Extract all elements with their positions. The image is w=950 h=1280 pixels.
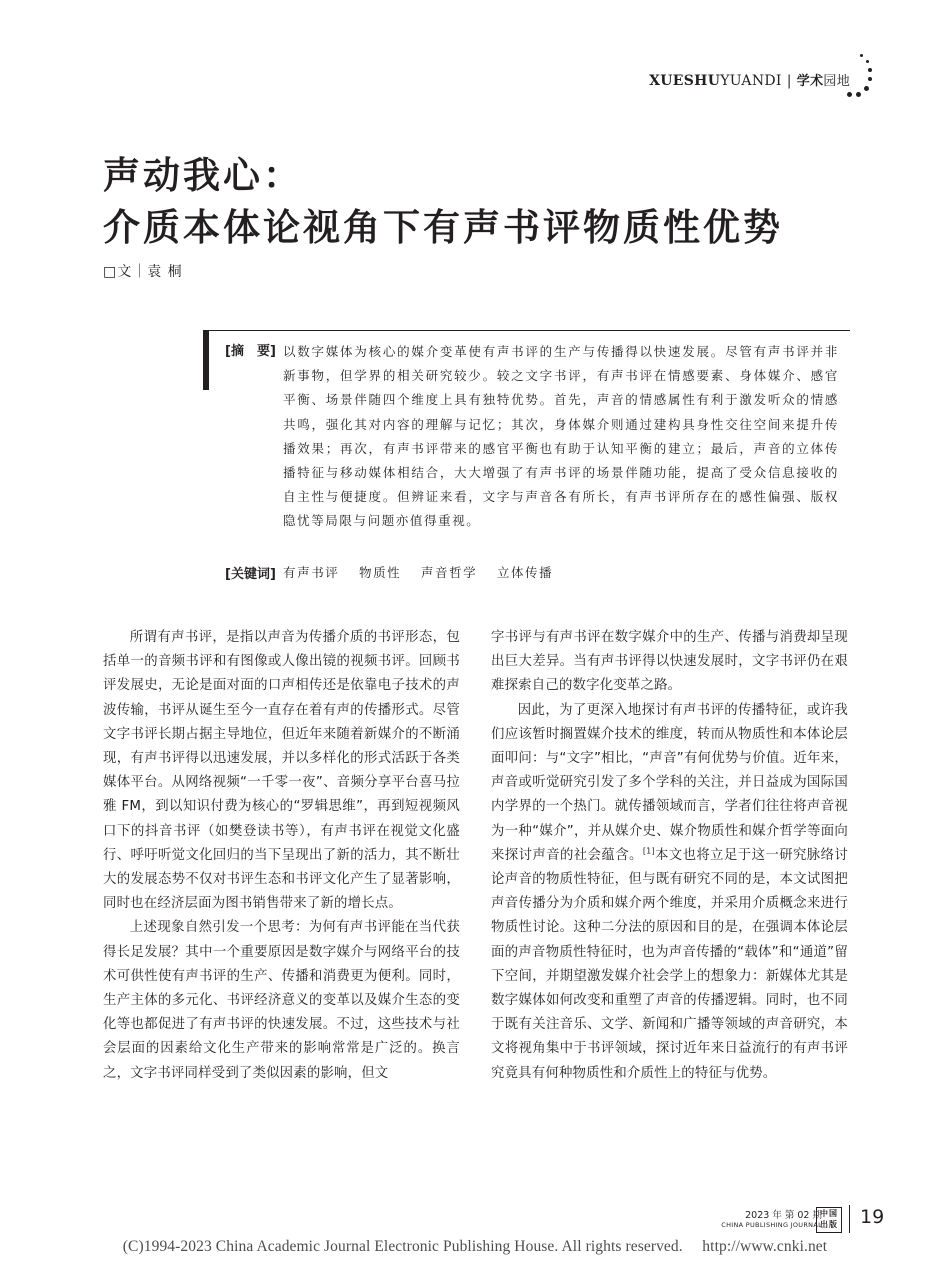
author-line: □文｜袁 桐 xyxy=(103,264,183,280)
journal-name: CHINA PUBLISHING JOURNAL xyxy=(721,1221,822,1229)
article-title xyxy=(103,150,783,254)
keyword-item: 声音哲学 xyxy=(420,565,478,580)
body-paragraph-continued: 字书评与有声书评在数字媒介中的生产、传播与消费却呈现出巨大差异。当有声书评得以快速发展时，文字书评仍在艰难探索自己的数字化变革之路。 xyxy=(491,630,848,694)
title-line-2: 介质本体论视角下有声书评物质性优势 xyxy=(103,206,783,249)
keyword-item: 物质性 xyxy=(358,565,402,580)
issue-number: 2023 年 第 02 期 xyxy=(745,1210,822,1221)
body-column-right xyxy=(491,626,848,1086)
logo-text-bottom: 出版 xyxy=(820,1220,838,1229)
paragraph-text: 因此，为了更深入地探讨有声书评的传播特征，或许我们应该暂时搁置媒介技术的维度，转而从物质性和本体论层面叩问：与“文字”相比，“声音”有何优势与价值。近年来，声音或听觉研究引发了多个学科的关注，并日益成为国际国内学界的一个热门。就传播领域而言，学者们往往将声音视为一种“媒介”，并从媒介史、媒介物质性和媒介哲学等面向来探讨声音的社会蕴含。 xyxy=(491,702,848,863)
title-line-1: 声动我心： xyxy=(103,154,303,197)
keywords-list xyxy=(283,563,567,581)
copyright-notice: (C)1994-2023 China Academic Journal Electronic Publishing House. All rights reserved. http://www.cnki.net xyxy=(122,1238,828,1255)
keywords-label: [关键词] xyxy=(225,567,276,582)
column-separator: | xyxy=(786,73,792,89)
journal-footer xyxy=(721,1207,822,1229)
dots-ornament-icon xyxy=(840,54,872,100)
keyword-item: 有声书评 xyxy=(283,565,340,580)
abstract-label: [摘 要] xyxy=(225,344,276,359)
reference-marker: [1] xyxy=(642,846,655,856)
column-header xyxy=(649,70,850,89)
abstract-box xyxy=(203,330,850,584)
logo-text-top: 中国 xyxy=(820,1209,838,1218)
body-column-left xyxy=(103,626,460,1086)
abstract-text: 以数字媒体为核心的媒介变革使有声书评的生产与传播得以快速发展。尽管有声书评并非新事物，但学界的相关研究较少。较之文字书评，有声书评在情感要素、身体媒介、感官平衡、场景伴随四个维度上具有独特优势。首先，声音的情感属性有利于激发听众的情感共鸣，强化其对内容的理解与记忆；其次，身体媒介则通过建构具身性交往空间来提升传播效果；再次，有声书评带来的感官平衡也有助于认知平衡的建立；最后，声音的立体传播特征与移动媒体相结合，大大增强了有声书评的场景伴随功能，提高了受众信息接收的自主性与便捷度。但辨证来看，文字与声音各有所长，有声书评所存在的感性偏强、版权隐忧等局限与问题亦值得重视。 xyxy=(283,344,839,529)
column-cn-rest: 园地 xyxy=(823,74,850,89)
column-en-rest: YUANDI xyxy=(720,73,782,89)
body-paragraph: 上述现象自然引发一个思考：为何有声书评能在当代获得长足发展？其中一个重要原因是数字媒介与网络平台的技术可供性使有声书评的生产、传播和消费更为便利。同时，生产主体的多元化、书评经济意义的变革以及媒介生态的变化等也都促进了有声书评的快速发展。不过，这些技术与社会层面的因素给文化生产带来的影响常常是广泛的。换言之，文字书评同样受到了类似因素的影响，但文 xyxy=(103,920,460,1081)
abstract-side-bar xyxy=(203,330,209,390)
column-cn-bold: 学术 xyxy=(796,74,824,89)
body-paragraph xyxy=(491,699,848,1086)
column-en-bold: XUESHU xyxy=(649,73,721,89)
footer-divider xyxy=(849,1205,850,1233)
page-number: 19 xyxy=(860,1206,885,1228)
abstract-top-rule xyxy=(203,330,850,331)
body-paragraph: 所谓有声书评，是指以声音为传播介质的书评形态，包括单一的音频书评和有图像或人像出镜的视频书评。回顾书评发展史，无论是面对面的口声相传还是依靠电子技术的声波传输，书评从诞生至今一直存在着有声的传播形式。尽管文字书评长期占据主导地位，但近年来随着新媒介的不断涌现，有声书评得以迅速发展，并以多样化的形式活跃于各类媒体平台。从网络视频“一千零一夜”、音频分享平台喜马拉雅 FM，到以知识付费为核心的“罗辑思维”，再到短视频风口下的抖音书评（如樊登读书等），有声书评在视觉文化盛行、呼吁听觉文化回归的当下呈现出了新的活力，其不断壮大的发展态势不仅对书评生态和书评文化产生了显著影响，同时也在经济层面为图书销售带来了新的增长点。 xyxy=(103,630,460,912)
keyword-item: 立体传播 xyxy=(496,565,554,580)
paragraph-text: 本文也将立足于这一研究脉络讨论声音的物质性特征，但与既有研究不同的是，本文试图把声音传播分为介质和媒介两个维度，并采用介质概念来进行物质性讨论。这种二分法的原因和目的是，在强调本体论层面的声音物质性特征时，也为声音传播的“载体”和“通道”留下空间，并期望激发媒介社会学上的想象力：新媒体尤其是数字媒体如何改变和重塑了声音的传播逻辑。同时，也不同于既有关注音乐、文学、新闻和广播等领域的声音研究，本文将视角集中于书评领域，探讨近年来日益流行的有声书评究竟具有何种物质性和介质性上的特征与优势。 xyxy=(491,847,848,1081)
journal-logo-icon xyxy=(816,1207,842,1233)
